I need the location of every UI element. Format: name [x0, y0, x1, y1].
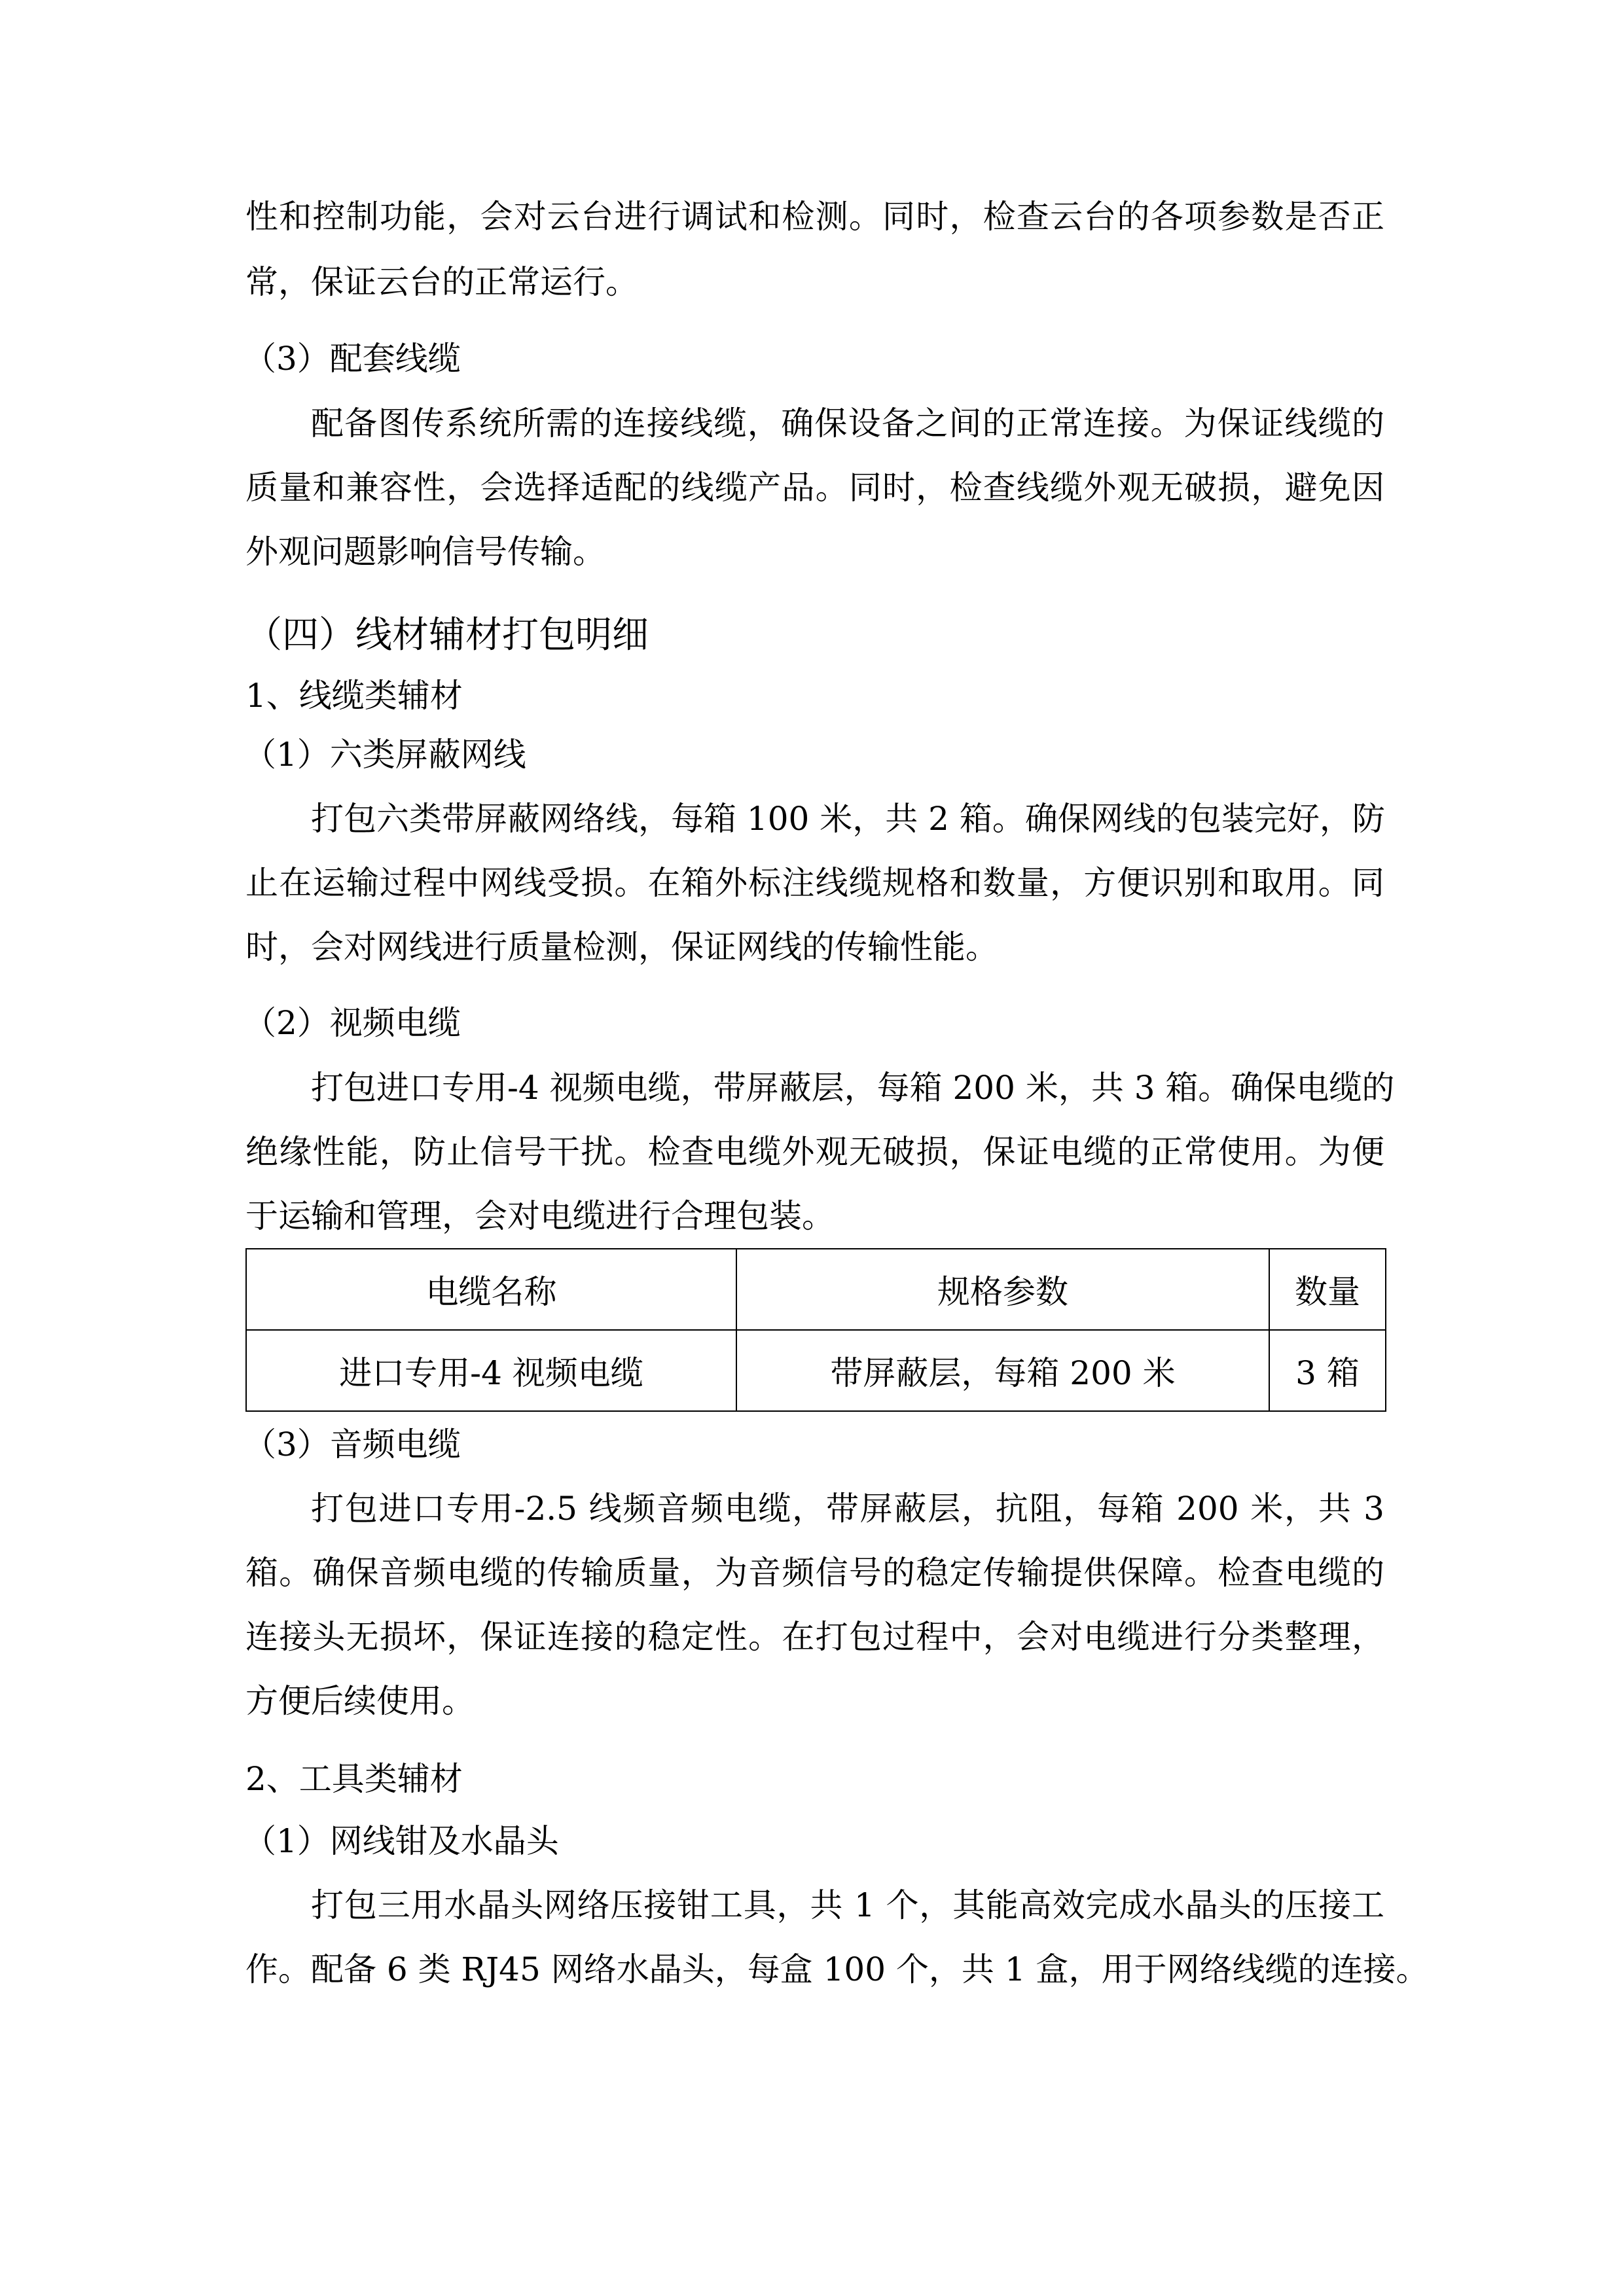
- paragraph-line: 打包三用水晶头网络压接钳工具，共 1 个，其能高效完成水晶头的压接工: [311, 1886, 1384, 1924]
- table-header-row: [246, 1249, 1386, 1330]
- table-cell: 进口专用-4 视频电缆: [246, 1330, 736, 1411]
- paragraph-line: 性和控制功能，会对云台进行调试和检测。同时，检查云台的各项参数是否正: [245, 198, 1384, 236]
- subsection-heading: （2）视频电缆: [244, 1004, 461, 1042]
- cable-spec-table: [245, 1248, 1386, 1412]
- paragraph-line: 质量和兼容性，会选择适配的线缆产品。同时，检查线缆外观无破损，避免因: [245, 469, 1384, 507]
- paragraph-line: 箱。确保音频电缆的传输质量，为音频信号的稳定传输提供保障。检查电缆的: [245, 1554, 1384, 1592]
- table-header-cell: 数量: [1269, 1249, 1386, 1330]
- subsection-heading: （1）网线钳及水晶头: [244, 1822, 559, 1860]
- subsection-heading: （3）配套线缆: [244, 340, 461, 378]
- table-row: [246, 1330, 1386, 1411]
- paragraph-line: 作。配备 6 类 RJ45 网络水晶头，每盒 100 个，共 1 盒，用于网络线缆的连接。: [245, 1950, 1429, 1988]
- subsection-title: 2、工具类辅材: [245, 1760, 463, 1798]
- paragraph-line: 配备图传系统所需的连接线缆，确保设备之间的正常连接。为保证线缆的: [311, 404, 1384, 442]
- subsection-title: 1、线缆类辅材: [245, 677, 463, 715]
- paragraph-line: 打包进口专用-4 视频电缆，带屏蔽层，每箱 200 米，共 3 箱。确保电缆的: [311, 1069, 1395, 1107]
- section-heading: （四）线材辅材打包明细: [245, 614, 649, 656]
- paragraph-line: 打包进口专用-2.5 线频音频电缆，带屏蔽层，抗阻，每箱 200 米，共 3: [311, 1490, 1384, 1528]
- paragraph-line: 常，保证云台的正常运行。: [245, 263, 638, 301]
- paragraph-line: 止在运输过程中网线受损。在箱外标注线缆规格和数量，方便识别和取用。同: [245, 864, 1384, 902]
- table-cell: 带屏蔽层，每箱 200 米: [736, 1330, 1269, 1411]
- paragraph-line: 时，会对网线进行质量检测，保证网线的传输性能。: [245, 928, 998, 966]
- paragraph-line: 方便后续使用。: [245, 1682, 475, 1720]
- table-header-cell: 规格参数: [736, 1249, 1269, 1330]
- paragraph-line: 连接头无损坏，保证连接的稳定性。在打包过程中，会对电缆进行分类整理，: [245, 1618, 1384, 1656]
- subsection-heading: （1）六类屏蔽网线: [244, 736, 526, 774]
- paragraph-line: 打包六类带屏蔽网络线，每箱 100 米，共 2 箱。确保网线的包装完好，防: [311, 800, 1385, 838]
- subsection-heading: （3）音频电缆: [244, 1426, 461, 1463]
- paragraph-line: 绝缘性能，防止信号干扰。检查电缆外观无破损，保证电缆的正常使用。为便: [245, 1133, 1384, 1171]
- paragraph-line: 于运输和管理，会对电缆进行合理包装。: [245, 1197, 835, 1235]
- paragraph-line: 外观问题影响信号传输。: [245, 533, 605, 571]
- table-cell: 3 箱: [1269, 1330, 1386, 1411]
- table-header-cell: 电缆名称: [246, 1249, 736, 1330]
